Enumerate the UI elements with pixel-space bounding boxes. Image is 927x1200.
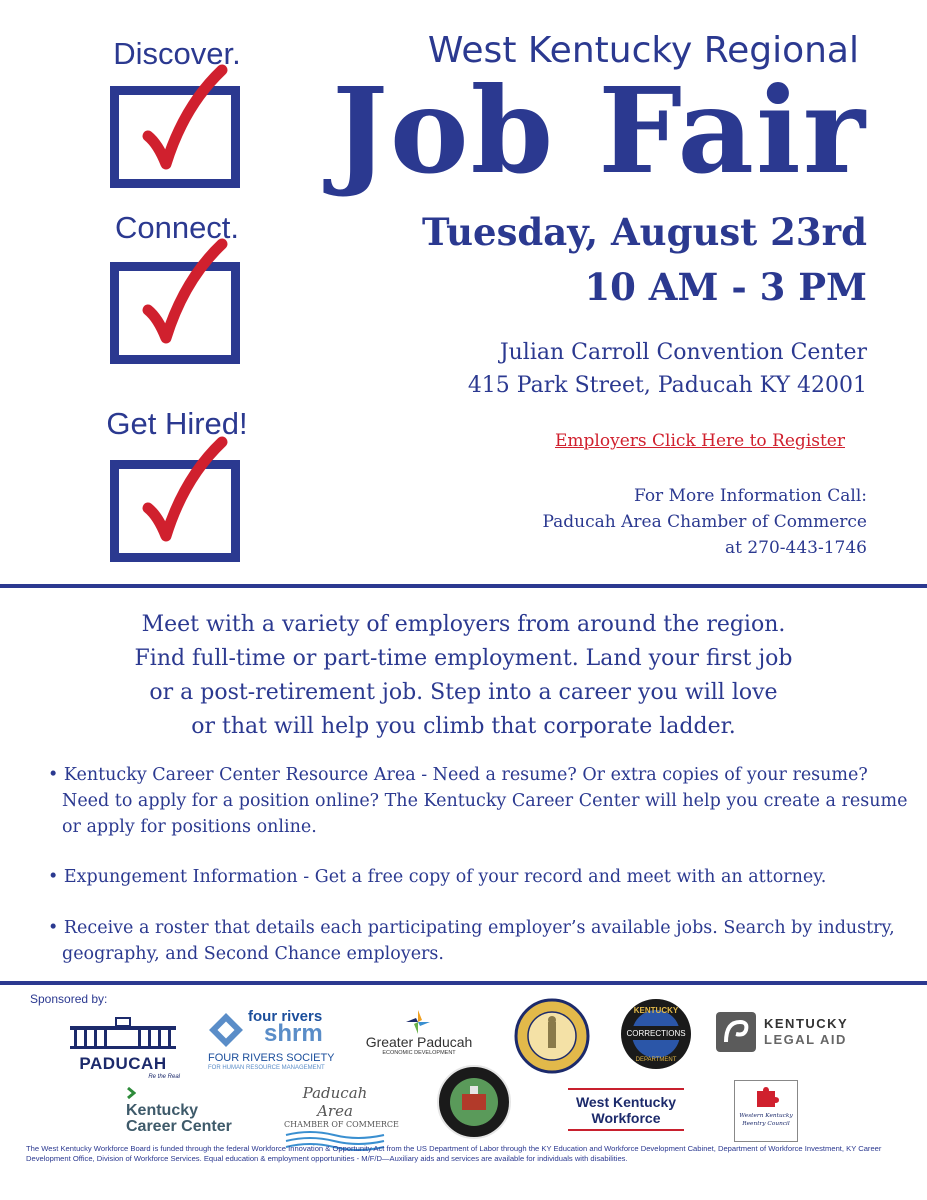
event-date: Tuesday, August 23rd bbox=[421, 210, 867, 254]
funding-disclaimer: The West Kentucky Workforce Board is funded through the federal Workforce Innovation & Opportunity Act from the US Department of Labor through the KY Education and Workforce Development Cabinet, Department of Workforce Investment, KY Career Development Office, Division of Workforce Services. Equal education & employment opportunities - M/F/D—Auxiliary aids and services are available for individuals with disabilities. bbox=[26, 1144, 882, 1163]
divider bbox=[568, 1088, 684, 1090]
checklist-label-discover: Discover. bbox=[113, 36, 241, 71]
divider bbox=[568, 1129, 684, 1131]
venue-name: Julian Carroll Convention Center bbox=[499, 340, 867, 365]
kentucky-legal-aid-logo: KENTUCKY LEGAL AID bbox=[716, 1010, 858, 1056]
venue-address: 415 Park Street, Paducah KY 42001 bbox=[467, 373, 867, 398]
event-time: 10 AM - 3 PM bbox=[584, 265, 867, 309]
court-of-justice-seal bbox=[514, 998, 590, 1074]
corrections-seal bbox=[620, 998, 692, 1070]
checkmark-icon bbox=[140, 240, 230, 350]
divider bbox=[0, 981, 927, 985]
bullet-career-center: • Kentucky Career Center Resource Area - Need a resume? Or extra copies of your resume? Need to apply for a position online? The Kentucky Career Center will help you create a resume or apply for positions online. bbox=[48, 765, 908, 837]
intro-paragraph bbox=[0, 608, 927, 744]
intro-line: or that will help you climb that corporate ladder. bbox=[191, 714, 736, 739]
intro-line: Find full-time or part-time employment. Land your first job bbox=[134, 646, 793, 671]
checkmark-icon bbox=[140, 66, 230, 176]
intro-line: Meet with a variety of employers from around the region. bbox=[141, 612, 786, 637]
intro-line: or a post-retirement job. Step into a career you will love bbox=[149, 680, 778, 705]
bullet-roster: • Receive a roster that details each participating employer’s available jobs. Search by industry, geography, and Second Chance employers. bbox=[48, 918, 895, 964]
bullet-expungement: • Expungement Information - Get a free copy of your record and meet with an attorney. bbox=[48, 867, 827, 887]
checklist-label-connect: Connect. bbox=[114, 210, 240, 245]
shrm-logo: four rivers shrm FOUR RIVERS SOCIETY FOR HUMAN RESOURCE MANAGEMENT bbox=[208, 1008, 335, 1071]
contact-line-2: Paducah Area Chamber of Commerce bbox=[542, 512, 867, 532]
pinwheel-icon bbox=[404, 1008, 432, 1034]
contact-line-1: For More Information Call: bbox=[633, 486, 867, 506]
building-icon bbox=[66, 1016, 180, 1050]
reentry-council-logo: Western Kentucky Reentry Council bbox=[734, 1080, 798, 1142]
seal-icon bbox=[436, 1064, 512, 1140]
mccracken-county-seal bbox=[436, 1064, 512, 1140]
diamond-icon bbox=[206, 1010, 246, 1050]
chevron-right-icon bbox=[126, 1086, 136, 1100]
greater-paducah-logo: Greater Paducah ECONOMIC DEVELOPMENT bbox=[348, 1008, 490, 1060]
svg-text:CORRECTIONS: CORRECTIONS bbox=[626, 1029, 686, 1038]
employer-register-link[interactable]: Employers Click Here to Register bbox=[555, 431, 845, 451]
paducah-chamber-logo: Paducah Area CHAMBER OF COMMERCE bbox=[284, 1084, 386, 1142]
event-title: Job Fair bbox=[332, 61, 867, 200]
checklist-label-get-hired: Get Hired! bbox=[106, 406, 248, 441]
paducah-logo: PADUCAH Re the Real bbox=[66, 1016, 180, 1074]
svg-text:DEPARTMENT: DEPARTMENT bbox=[635, 1057, 677, 1063]
west-kentucky-workforce-logo: West Kentucky Workforce bbox=[568, 1088, 684, 1132]
divider bbox=[0, 584, 927, 588]
checkmark-icon bbox=[140, 438, 230, 548]
legal-aid-icon bbox=[716, 1012, 756, 1052]
seal-icon bbox=[514, 998, 590, 1074]
seal-icon bbox=[620, 998, 692, 1070]
sponsored-label: Sponsored by: bbox=[30, 992, 108, 1006]
svg-text:KENTUCKY: KENTUCKY bbox=[633, 1006, 679, 1015]
kentucky-career-center-logo: Kentucky Career Center bbox=[126, 1086, 242, 1138]
event-subtitle: West Kentucky Regional bbox=[427, 30, 859, 71]
contact-phone: at 270-443-1746 bbox=[724, 538, 867, 558]
puzzle-icon bbox=[753, 1085, 779, 1109]
